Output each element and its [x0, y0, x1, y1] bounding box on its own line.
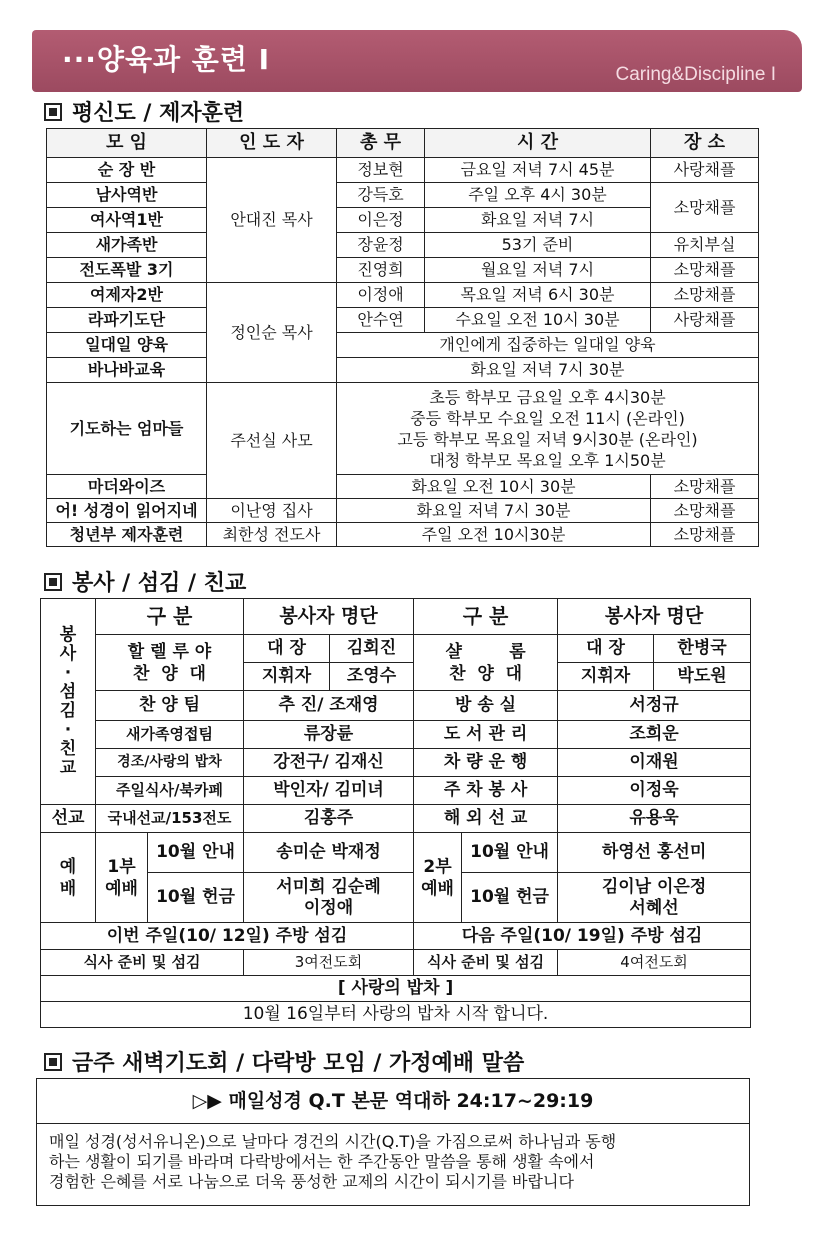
table-row [47, 233, 759, 258]
kitchen-next-week: 다음 주일(10/ 19일) 주방 섬김 [414, 923, 751, 950]
col-header: 모 임 [47, 129, 207, 158]
moms-times-cell [337, 383, 759, 475]
leader-name: 정인순 목사 [207, 283, 337, 383]
meeting-name: 마더와이즈 [47, 475, 207, 499]
secretary-name: 이정애 [337, 283, 425, 308]
meeting-name: 일대일 양육 [47, 333, 207, 358]
page-banner [32, 30, 802, 92]
meeting-place: 소망채플 [651, 523, 759, 547]
meeting-name: 바나바교육 [47, 358, 207, 383]
service-category: 차 량 운 행 [414, 749, 558, 777]
table-row [47, 333, 759, 358]
meal-group: 3여전도회 [244, 950, 414, 976]
kitchen-this-week: 이번 주일(10/ 12일) 주방 섬김 [41, 923, 414, 950]
section1-heading [44, 96, 244, 127]
section1-title: 평신도 / 제자훈련 [72, 101, 245, 126]
table-row [41, 833, 751, 873]
secretary-name: 정보현 [337, 158, 425, 183]
meeting-name: 순 장 반 [47, 158, 207, 183]
volunteer-names: 강전구/ 김재신 [244, 749, 414, 777]
meeting-time: 주일 오후 4시 30분 [425, 183, 651, 208]
meeting-time: 개인에게 집중하는 일대일 양육 [337, 333, 759, 358]
meeting-time: 화요일 저녁 7시 30분 [337, 499, 651, 523]
square-bullet-icon [44, 103, 62, 121]
volunteer-names: 하영선 홍선미 [558, 833, 751, 873]
table-row [47, 358, 759, 383]
service-category: 해 외 선 교 [414, 805, 558, 833]
meeting-name: 새가족반 [47, 233, 207, 258]
service-side-label: 봉 사 · 섬 김 · 친 교 [41, 599, 96, 805]
second-service-label: 2부 예배 [414, 833, 462, 923]
role-label: 지휘자 [558, 663, 654, 691]
volunteer-names: 서미희 김순례 이정애 [244, 873, 414, 923]
col-header: 봉사자 명단 [244, 599, 414, 635]
volunteer-name: 한병국 [654, 635, 751, 663]
secretary-name: 장윤정 [337, 233, 425, 258]
leader-name: 주선실 사모 [207, 383, 337, 499]
service-header-row [41, 599, 751, 635]
role-label: 대 장 [244, 635, 330, 663]
meeting-place: 유치부실 [651, 233, 759, 258]
role-label: 지휘자 [244, 663, 330, 691]
meeting-place: 사랑채플 [651, 158, 759, 183]
volunteer-names: 서정규 [558, 691, 751, 721]
secretary-name: 강득호 [337, 183, 425, 208]
table-row [41, 691, 751, 721]
table-row [47, 258, 759, 283]
offering-label: 10월 헌금 [148, 873, 244, 923]
volunteer-names: 유용욱 [558, 805, 751, 833]
table-row [41, 635, 751, 663]
meal-label: 식사 준비 및 섬김 [414, 950, 558, 976]
meeting-name: 여제자2반 [47, 283, 207, 308]
section3-heading [44, 1046, 524, 1077]
meeting-place: 소망채플 [651, 475, 759, 499]
secretary-name: 진영희 [337, 258, 425, 283]
volunteer-names: 김홍주 [244, 805, 414, 833]
table-row [47, 283, 759, 308]
col-header: 구 분 [414, 599, 558, 635]
square-bullet-icon [44, 573, 62, 591]
volunteer-name: 조영수 [330, 663, 414, 691]
table-row [41, 950, 751, 976]
table-row [47, 308, 759, 333]
secretary-name: 이은정 [337, 208, 425, 233]
page-title: ···양육과 훈련 I [62, 43, 271, 76]
qt-text: 매일 성경(성서유니온)으로 날마다 경건의 시간(Q.T)을 가짐으로써 하나님과 동행 하는 생활이 되기를 바라며 다락방에서는 한 주간동안 말씀을 통해 생활 속에서 경험한 은혜를 서로 나눔으로 더욱 풍성한 교제의 시간이 되시기를 바랍니다 [49, 1132, 617, 1191]
moms-time-line: 중등 학부모 수요일 오전 11시 (온라인) [410, 408, 685, 428]
volunteer-names: 추 진/ 조재영 [244, 691, 414, 721]
service-category: 주일식사/북카페 [96, 777, 244, 805]
table-row [47, 523, 759, 547]
qt-title: ▷▶ 매일성경 Q.T 본문 역대하 24:17~29:19 [37, 1079, 749, 1124]
col-header: 장 소 [651, 129, 759, 158]
meeting-name: 남사역반 [47, 183, 207, 208]
table-row [41, 873, 751, 923]
volunteer-names: 이정욱 [558, 777, 751, 805]
volunteer-names: 이재원 [558, 749, 751, 777]
leader-name: 최한성 전도사 [207, 523, 337, 547]
table-row [41, 923, 751, 950]
meeting-time: 월요일 저녁 7시 [425, 258, 651, 283]
service-category: 도 서 관 리 [414, 721, 558, 749]
volunteer-names: 김이남 이은정 서혜선 [558, 873, 751, 923]
table-row [41, 1002, 751, 1028]
meeting-name: 여사역1반 [47, 208, 207, 233]
meal-group: 4여전도회 [558, 950, 751, 976]
leader-name: 이난영 집사 [207, 499, 337, 523]
col-header: 인 도 자 [207, 129, 337, 158]
service-category: 주 차 봉 사 [414, 777, 558, 805]
meeting-time: 금요일 저녁 7시 45분 [425, 158, 651, 183]
table-row [41, 976, 751, 1002]
service-category: 새가족영접팀 [96, 721, 244, 749]
table-row [47, 383, 759, 475]
meal-label: 식사 준비 및 섬김 [41, 950, 244, 976]
service-category: 찬 양 팀 [96, 691, 244, 721]
table-row [47, 499, 759, 523]
table-row [47, 475, 759, 499]
hallelujah-choir-label: 할 렐 루 야 찬 양 대 [96, 635, 244, 691]
role-label: 대 장 [558, 635, 654, 663]
section2-title: 봉사 / 섬김 / 친교 [72, 571, 247, 596]
meeting-place: 소망채플 [651, 183, 759, 233]
meeting-place: 소망채플 [651, 499, 759, 523]
bapcha-title: [ 사랑의 밥차 ] [41, 976, 751, 1002]
volunteer-name: 박도원 [654, 663, 751, 691]
offering-label: 10월 헌금 [462, 873, 558, 923]
shalom-choir-label: 샬 롬 찬 양 대 [414, 635, 558, 691]
moms-time-line: 초등 학부모 금요일 오후 4시30분 [429, 387, 666, 407]
col-header: 구 분 [96, 599, 244, 635]
table-row [47, 158, 759, 183]
moms-time-line: 고등 학부모 목요일 저녁 9시30분 (온라인) [397, 429, 698, 449]
meeting-time: 주일 오전 10시30분 [337, 523, 651, 547]
guide-label: 10월 안내 [148, 833, 244, 873]
page-subtitle: Caring&Discipline I [615, 64, 776, 85]
meeting-time: 화요일 오전 10시 30분 [337, 475, 651, 499]
service-category: 국내선교/153전도 [96, 805, 244, 833]
meeting-place: 소망채플 [651, 283, 759, 308]
meeting-name: 기도하는 엄마들 [47, 383, 207, 475]
volunteer-names: 송미순 박재정 [244, 833, 414, 873]
table-row [47, 183, 759, 208]
mission-label: 선교 [41, 805, 96, 833]
table-row [41, 777, 751, 805]
col-header: 봉사자 명단 [558, 599, 751, 635]
meeting-name: 전도폭발 3기 [47, 258, 207, 283]
training-table [46, 128, 759, 547]
meeting-time: 화요일 저녁 7시 30분 [337, 358, 759, 383]
secretary-name: 안수연 [337, 308, 425, 333]
table-row [41, 805, 751, 833]
meeting-place: 소망채플 [651, 258, 759, 283]
meeting-name: 청년부 제자훈련 [47, 523, 207, 547]
service-table [40, 598, 751, 1028]
meeting-time: 목요일 저녁 6시 30분 [425, 283, 651, 308]
guide-label: 10월 안내 [462, 833, 558, 873]
meeting-time: 수요일 오전 10시 30분 [425, 308, 651, 333]
first-service-label: 1부 예배 [96, 833, 148, 923]
service-category: 방 송 실 [414, 691, 558, 721]
meeting-name: 어! 성경이 읽어지네 [47, 499, 207, 523]
leader-name: 안대진 목사 [207, 158, 337, 283]
col-header: 시 간 [425, 129, 651, 158]
section3-title: 금주 새벽기도회 / 다락방 모임 / 가정예배 말씀 [72, 1051, 525, 1076]
section2-heading [44, 566, 246, 597]
worship-label: 예 배 [41, 833, 96, 923]
qt-box [36, 1078, 750, 1206]
table-row [41, 721, 751, 749]
meeting-name: 라파기도단 [47, 308, 207, 333]
meeting-time: 화요일 저녁 7시 [425, 208, 651, 233]
service-category: 경조/사랑의 밥차 [96, 749, 244, 777]
volunteer-names: 류장륜 [244, 721, 414, 749]
meeting-time: 53기 준비 [425, 233, 651, 258]
meeting-place: 사랑채플 [651, 308, 759, 333]
col-header: 총 무 [337, 129, 425, 158]
volunteer-name: 김회진 [330, 635, 414, 663]
square-bullet-icon [44, 1053, 62, 1071]
moms-time-line: 대청 학부모 목요일 오후 1시50분 [429, 450, 666, 470]
table-row [41, 749, 751, 777]
volunteer-names: 박인자/ 김미녀 [244, 777, 414, 805]
table-header-row [47, 129, 759, 158]
volunteer-names: 조희운 [558, 721, 751, 749]
bapcha-note: 10월 16일부터 사랑의 밥차 시작 합니다. [41, 1002, 751, 1028]
